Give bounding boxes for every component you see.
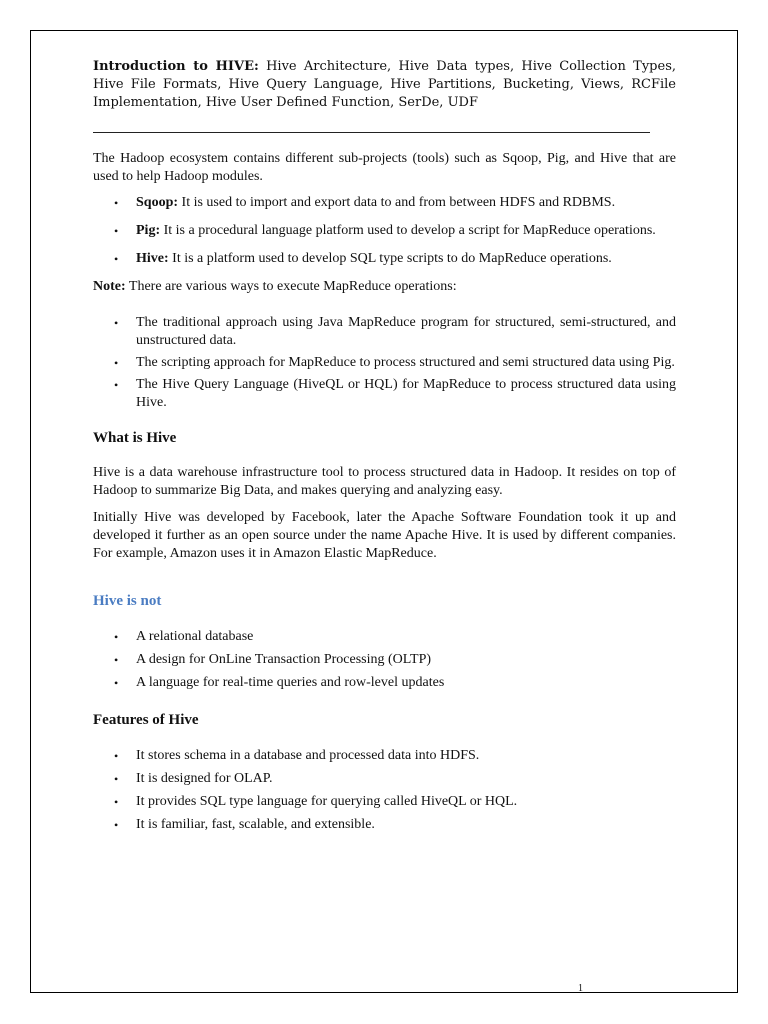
list-item — [93, 222, 676, 240]
bullet-icon: • — [114, 630, 119, 644]
paragraph: Initially Hive was developed by Facebook, later the Apache Software Foundation took it up and developed it further as an open source under the name Apache Hive. It is used by different companies. For example, Amazon uses it in Amazon Elastic MapReduce. — [93, 510, 676, 561]
tool-name: Sqoop: — [136, 195, 179, 210]
bullet-icon: • — [114, 653, 119, 667]
note-text: There are various ways to execute MapReduce operations: — [128, 279, 457, 294]
features-list — [93, 747, 676, 834]
note-paragraph — [93, 278, 676, 296]
ecosystem-paragraph: The Hadoop ecosystem contains different sub-projects (tools) such as Sqoop, Pig, and Hive that are used to help Hadoop modules. — [93, 151, 676, 184]
bullet-icon: • — [114, 749, 119, 763]
bullet-icon: • — [114, 772, 119, 786]
horizontal-divider — [93, 132, 650, 133]
intro-topics: Hive Architecture, Hive Data types, Hive Collection Types, Hive File Formats, Hive Query Language, Hive Partitions, Bucketing, Views, RCFile Implementation, Hive User Defined Function, SerDe, UDF — [93, 59, 676, 110]
tool-desc: It is a platform used to develop SQL type scripts to do MapReduce operations. — [172, 251, 612, 266]
list-item: • It is designed for OLAP. — [114, 771, 273, 786]
tool-desc: It is used to import and export data to and from between HDFS and RDBMS. — [181, 195, 616, 210]
bullet-icon: • — [114, 252, 119, 266]
intro-paragraph — [93, 58, 676, 112]
bullet-icon: • — [114, 795, 119, 809]
list-item: • It is familiar, fast, scalable, and extensible. — [114, 817, 375, 832]
section-heading: Features of Hive — [93, 712, 199, 728]
bullet-icon: • — [114, 818, 119, 832]
document-body — [93, 58, 676, 834]
list-item: • It stores schema in a database and processed data into HDFS. — [114, 748, 480, 763]
tool-name: Hive: — [136, 251, 169, 266]
section-heading: What is Hive — [93, 430, 177, 446]
page-number: 1 — [578, 983, 583, 994]
bullet-icon: • — [114, 224, 119, 238]
bullet-icon: • — [114, 356, 119, 370]
list-item: • A design for OnLine Transaction Processing (OLTP) — [114, 652, 432, 667]
list-item: • A language for real-time queries and row-level updates — [114, 675, 445, 690]
list-item — [93, 194, 676, 212]
hive-is-not-list — [93, 628, 676, 692]
list-item — [93, 250, 676, 268]
tool-name: Pig: — [136, 223, 161, 238]
list-item: • The Hive Query Language (HiveQL or HQL) for MapReduce to process structured data using Hive. — [114, 377, 676, 410]
list-item: • A relational database — [114, 629, 254, 644]
list-item: • The traditional approach using Java MapReduce program for structured, semi-structured, and unstructured data. — [114, 315, 676, 348]
section-heading: Hive is not — [93, 593, 162, 609]
list-item: • The scripting approach for MapReduce to process structured and semi structured data using Pig. — [114, 355, 675, 370]
tool-desc: It is a procedural language platform used to develop a script for MapReduce operations. — [163, 223, 656, 238]
bullet-icon: • — [114, 676, 119, 690]
bullet-icon: • — [114, 196, 119, 210]
bullet-icon: • — [114, 378, 119, 392]
tools-list — [93, 194, 676, 268]
bullet-icon: • — [114, 316, 119, 330]
note-label: Note: — [93, 279, 126, 294]
approaches-list — [93, 314, 676, 412]
paragraph: Hive is a data warehouse infrastructure tool to process structured data in Hadoop. It resides on top of Hadoop to summarize Big Data, and makes querying and analyzing easy. — [93, 465, 676, 498]
list-item: • It provides SQL type language for querying called HiveQL or HQL. — [114, 794, 518, 809]
intro-title: Introduction to HIVE: — [93, 59, 259, 74]
